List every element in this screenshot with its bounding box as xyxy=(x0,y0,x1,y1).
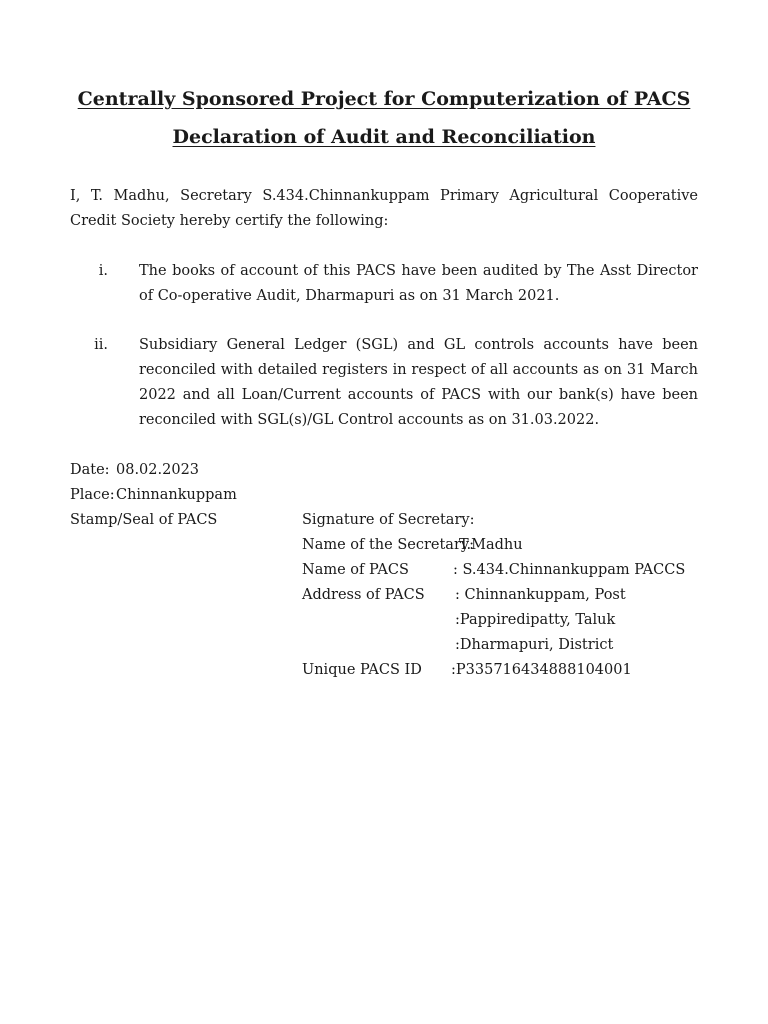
secretary-name-value: T.Madhu xyxy=(459,537,523,553)
document-title: Centrally Sponsored Project for Computerization of PACS xyxy=(77,88,691,110)
unique-id-label: Unique PACS ID xyxy=(302,662,422,678)
secretary-name-label: Name of the Secretary: xyxy=(302,537,474,553)
place-value: Chinnankuppam xyxy=(116,487,237,503)
address-label: Address of PACS xyxy=(302,587,425,603)
item-text-1: The books of account of this PACS have been audited by The Asst Director of Co-operative Audit, Dharmapuri as on 31 March 2021. xyxy=(139,263,698,304)
item-number-1: i. xyxy=(98,263,108,279)
pacs-name-value: : S.434.Chinnankuppam PACCS xyxy=(453,562,686,578)
pacs-name-label: Name of PACS xyxy=(302,562,409,578)
signature-label: Signature of Secretary: xyxy=(302,512,475,528)
item-text-2: Subsidiary General Ledger (SGL) and GL controls accounts have been reconciled with detailed registers in respect of all accounts as on 31 March 2022 and all Loan/Current accounts of PACS with our bank(s) have been reconciled with SGL(s)/GL Control accounts as on 31.03.2022. xyxy=(139,337,698,428)
stamp-label: Stamp/Seal of PACS xyxy=(70,512,218,528)
address-line-2: :Pappiredipatty, Taluk xyxy=(455,612,616,628)
unique-id-value: :P335716434888104001 xyxy=(451,662,632,678)
document-subtitle: Declaration of Audit and Reconciliation xyxy=(172,126,596,148)
date-label: Date: xyxy=(70,462,110,478)
address-line-3: :Dharmapuri, District xyxy=(455,637,614,653)
place-label: Place: xyxy=(70,487,115,503)
date-value: 08.02.2023 xyxy=(116,462,200,478)
intro-paragraph: I, T. Madhu, Secretary S.434.Chinnankuppam Primary Agricultural Cooperative Credit Society hereby certify the following: xyxy=(70,188,698,229)
item-number-2: ii. xyxy=(94,337,108,353)
address-line-1: : Chinnankuppam, Post xyxy=(455,587,626,603)
